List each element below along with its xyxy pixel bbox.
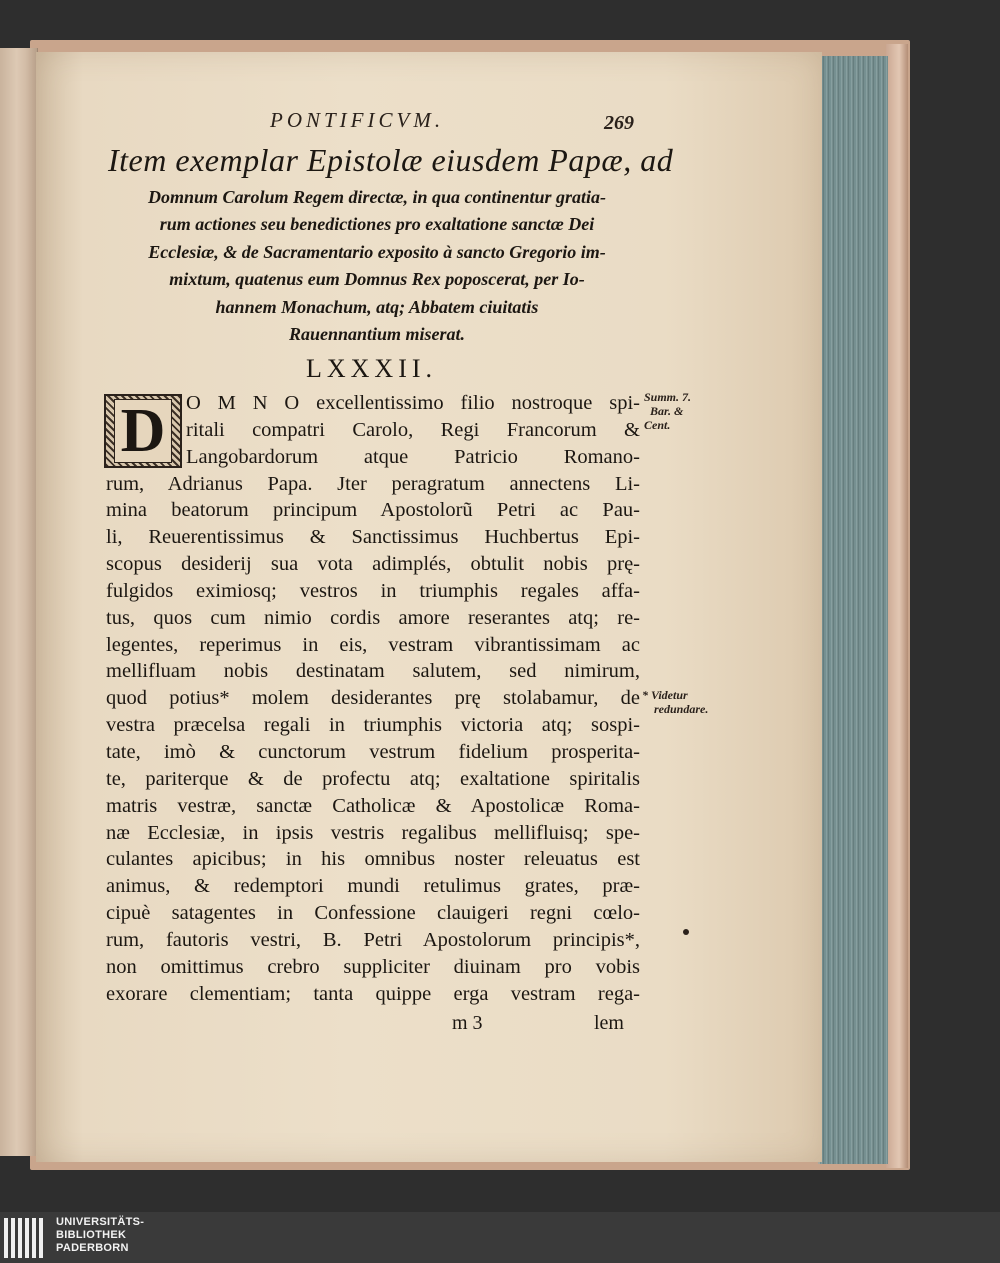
body-line: mellifluam nobis destinatam salutem, sed nimirum, <box>106 660 640 683</box>
body-line: rum, Adrianus Papa. Jter peragratum annectens Li- <box>106 472 640 495</box>
body-line: exorare clementiam; tanta quippe erga vestram rega- <box>106 982 640 1005</box>
margin-dot-mark <box>683 929 689 935</box>
margin-note-line: Bar. & <box>650 404 684 418</box>
heading-line: mixtum, quatenus eum Domnus Rex poposcerat, per Io- <box>169 269 585 290</box>
heading-line: Domnum Carolum Regem directæ, in qua continentur gratia- <box>147 187 607 207</box>
logo-line: BIBLIOTHEK <box>56 1229 127 1241</box>
heading-title: Item exemplar Epistolæ eiusdem Papæ, ad <box>108 142 674 178</box>
heading-line: rum actiones seu benedictiones pro exaltatione sanctæ Dei <box>159 214 595 235</box>
heading-line: Rauennantium miserat. <box>288 324 466 345</box>
body-line: non omittimus crebro suppliciter diuinam pro vobis <box>106 955 640 978</box>
footer-bar <box>0 1212 1000 1263</box>
logo-line: UNIVERSITÄTS- <box>56 1216 145 1228</box>
body-line: rum, fautoris vestri, B. Petri Apostolorum principis*, <box>106 928 640 951</box>
margin-note-line: redundare. <box>654 702 709 716</box>
margin-note-line: * Videtur <box>642 688 688 702</box>
body-line: mina beatorum principum Apostolorũ Petri ac Pau- <box>106 499 640 522</box>
body-line: vestra præcelsa regali in triumphis victoria atq; sospi- <box>106 714 640 737</box>
signature-mark: m 3 <box>452 1012 483 1034</box>
catchword: lem <box>594 1012 624 1034</box>
body-line: legentes, reperimus in eis, vestram vibrantissimam ac <box>106 633 640 656</box>
margin-note-videtur <box>642 688 708 716</box>
body-line: tus, quos cum nimio cordis amore reserantes atq; re- <box>106 606 640 629</box>
heading-subtitle <box>104 184 650 348</box>
chapter-number: LXXXII. <box>306 354 438 383</box>
body-line: ritali compatri Carolo, Regi Francorum & <box>186 418 640 441</box>
body-line: scopus desiderij sua vota adimplés, obtulit nobis prę- <box>106 553 640 576</box>
body-line: animus, & redemptori mundi retulimus grates, præ- <box>106 875 640 898</box>
body-line: O M N O excellentissimo filio nostroque spi- <box>186 392 640 414</box>
body-line: quod potius* molem desiderantes prę stolabamur, de <box>106 687 640 710</box>
heading-line: Ecclesiæ, & de Sacramentario exposito à sancto Gregorio im- <box>148 241 606 262</box>
body-line: næ Ecclesiæ, in ipsis vestris regalibus mellifluisq; spe- <box>106 821 640 844</box>
margin-note-line: Cent. <box>644 418 671 432</box>
page-number: 269 <box>604 112 634 134</box>
margin-note-line: Summ. 7. <box>644 390 692 404</box>
body-line: te, pariterque & de profectu atq; exaltatione spiritalis <box>106 767 640 790</box>
body-line: culantes apicibus; in his omnibus noster releuatus est <box>106 848 640 871</box>
library-logo-text <box>56 1216 144 1255</box>
heading-line: hannem Monachum, atq; Abbatem ciuitatis <box>215 296 539 317</box>
library-logo-icon <box>4 1218 48 1258</box>
body-line: tate, imò & cunctorum vestrum fidelium prosperita- <box>106 740 640 763</box>
body-line: matris vestræ, sanctæ Catholicæ & Apostolicæ Roma- <box>106 794 640 817</box>
body-line: fulgidos eximiosq; vestros in triumphis regales affa- <box>106 579 640 602</box>
body-line: cipuè satagentes in Confessione clauigeri regni cœlo- <box>106 902 640 925</box>
dropcap-letter: D <box>114 399 173 463</box>
body-line: li, Reuerentissimus & Sanctissimus Huchbertus Epi- <box>106 526 640 549</box>
running-head: PONTIFICVM. <box>270 108 445 132</box>
body-line: Langobardorum atque Patricio Romano- <box>186 445 640 468</box>
margin-note-reference <box>644 390 691 432</box>
body-text <box>106 390 640 1007</box>
logo-line: PADERBORN <box>56 1242 129 1254</box>
